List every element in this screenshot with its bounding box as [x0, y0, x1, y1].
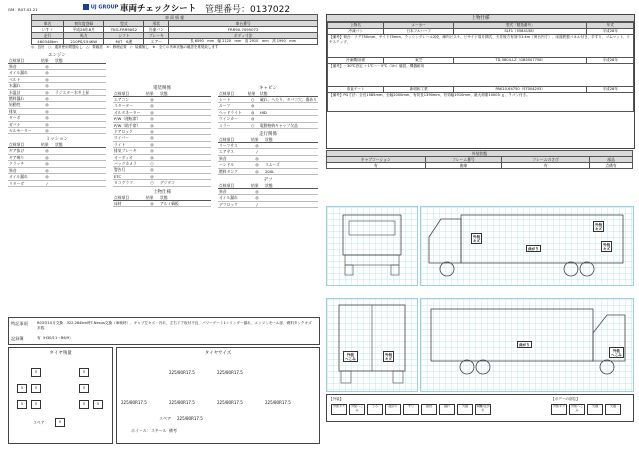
- check-result: ◎: [40, 148, 54, 154]
- vehicle-model-code: TKG-FRR90S2: [104, 27, 144, 33]
- check-result: ◎: [145, 200, 159, 206]
- tire-size-title: タイヤサイズ: [204, 351, 232, 356]
- wheel-type: ホイール：スチール: [131, 428, 167, 433]
- vh-brake: ブレーキ: [144, 33, 169, 39]
- check-item: ギア鳴り: [8, 154, 40, 160]
- legend-item: 外装へこみ: [349, 404, 365, 415]
- check-item: 排気: [8, 108, 40, 114]
- check-result: ◎: [40, 96, 54, 102]
- exterior-title: 外装状態: [327, 151, 633, 157]
- check-note: 電動格納キャップ欠品: [259, 122, 318, 128]
- truck-front-outline: [327, 207, 417, 285]
- check-result: ◎: [40, 70, 54, 76]
- check-item: ウインカー: [218, 116, 247, 122]
- size-rear-2: 225/80R17.5: [169, 400, 195, 405]
- check-note: [264, 201, 318, 207]
- records-label: 記録簿: [11, 336, 24, 341]
- damage-tag-8: [609, 347, 624, 358]
- check-result: ◎: [145, 154, 159, 160]
- check-result: ◎: [40, 161, 54, 167]
- check-item: ライト: [113, 141, 145, 147]
- tire-spare: 5: [55, 418, 65, 427]
- tire-rear-4: 5: [93, 400, 103, 409]
- spec-r1-name: 冷凍バン: [328, 29, 384, 35]
- check-result: ◎: [40, 76, 54, 82]
- legend-item: 曲がり: [385, 404, 401, 415]
- spec-h-name: 上物名: [328, 23, 384, 29]
- tire-rear-1: 5: [17, 400, 27, 409]
- damage-tag-3: [526, 245, 541, 252]
- ext-h-4: 部品: [590, 157, 633, 163]
- check-result: ◎: [250, 195, 264, 201]
- check-item: オイル漏れ: [8, 174, 40, 180]
- vh-mileage: 走行: [32, 33, 64, 39]
- check-item: セルモーター: [8, 128, 40, 134]
- check-result: ◎: [40, 108, 54, 114]
- spec-note-3: [328, 93, 634, 112]
- spec-h-year: 年式: [587, 23, 634, 29]
- vh-chassis: 車台番号: [169, 21, 318, 27]
- check-col-header: 結果: [250, 137, 264, 143]
- legend-item: 外装へこみ: [569, 404, 585, 415]
- check-item: ミラー: [218, 122, 247, 128]
- legend-items-2: [551, 404, 623, 415]
- check-item: オイル漏れ: [218, 195, 250, 201]
- check-result: ◎: [250, 155, 264, 161]
- check-result: ◎: [40, 102, 54, 108]
- vehicle-first-reg: 平成28年8月: [63, 27, 103, 33]
- check-result: ◎: [40, 83, 54, 89]
- electric-table: [113, 91, 211, 187]
- check-item: ギア抜け: [8, 148, 40, 154]
- check-item: ターボ: [8, 115, 40, 121]
- damage-tag-4: [601, 241, 612, 252]
- check-result: ◎: [145, 122, 159, 128]
- legend-title-1: 【外装】: [329, 397, 344, 401]
- check-col-header: 点検項目: [218, 91, 247, 97]
- upper-spec-table: [327, 22, 634, 112]
- spec-h-maker: メーカー: [384, 23, 454, 29]
- damage-2-detail: キズ: [473, 238, 481, 243]
- spec-note-2-text: 【備考】－30℃設定 ＋1℃～－5℃（1h）確認、機器耐用: [328, 64, 634, 87]
- check-col-header: 点検項目: [218, 183, 250, 189]
- sheet-title: 車両チェックシート: [120, 4, 197, 14]
- check-row: [218, 122, 318, 128]
- diagram-legend: [326, 394, 634, 422]
- check-col-header: 結果: [250, 183, 264, 189]
- check-item: スターター: [113, 103, 145, 109]
- cabin-title: キャビン: [259, 86, 277, 91]
- gm-date: GM：R07.01.21: [8, 7, 38, 12]
- ext-v-4: 点備有: [590, 163, 633, 169]
- cabin-table: [218, 91, 318, 129]
- check-note: [54, 128, 106, 134]
- damage-6-type: 外装: [385, 352, 393, 357]
- spare-size-label: スペア: [159, 416, 171, 421]
- spec-note-2: [328, 64, 634, 87]
- damage-tag-1: [593, 221, 604, 232]
- damage-1-detail: キズ: [595, 226, 603, 231]
- check-result: ○: [145, 180, 159, 186]
- check-note: スムーズ: [264, 162, 318, 168]
- brand-logo: [83, 4, 118, 11]
- vehicle-shift: M/T 6速: [104, 39, 144, 45]
- check-result: ◎: [250, 162, 264, 168]
- tire-front-left: 5: [31, 368, 41, 377]
- vehicle-dims: 長 6090 mm 幅 2120 mm 高 2910 mm 高 1990 mm: [169, 39, 318, 45]
- vh-power: 馬力: [63, 33, 103, 39]
- spec-r3-model: PAK10-64750（5T004205）: [454, 87, 587, 93]
- check-result: ◎: [247, 109, 259, 115]
- check-item: 水温計: [8, 89, 40, 95]
- check-result: ◎: [145, 109, 159, 115]
- exterior-values: [327, 163, 633, 169]
- legend-item: うろ: [367, 404, 383, 415]
- check-item: 異音: [218, 155, 250, 161]
- legend-item: 剥離/はがれ: [475, 404, 491, 415]
- check-result: ◎: [40, 128, 54, 134]
- check-note: アルミ縞板: [159, 200, 211, 206]
- condition-legend: ◎：良好 ○：通常使用問題なし △：要確認 ✕：修理必要 /：装備無し ※：全ての実車状態の確認を推奨致します: [31, 45, 219, 49]
- damage-8-detail: へこみ: [611, 352, 622, 357]
- check-column-2: [113, 85, 211, 207]
- check-result: ◎: [145, 97, 159, 103]
- ext-v-2: 曲線: [425, 163, 502, 169]
- check-col-header: 点検項目: [218, 137, 250, 143]
- mission-table: [8, 142, 106, 186]
- spare-note: 備考: [169, 428, 177, 433]
- check-result: ◎: [145, 148, 159, 154]
- ext-h-3: フレームのさび: [502, 157, 590, 163]
- check-note: 200L: [264, 168, 318, 174]
- check-column-1: [8, 52, 106, 187]
- check-item: ルーフ: [218, 103, 247, 109]
- tire-mid-2: 5: [31, 384, 41, 393]
- notes-text: R03年10月交換 322,264km時T-Nexus交換（車検時）、キャブ左キズ・汚れ、左右ドア取付不良、パワーゲート1シリンダー漏れ、エンジンモール部、燃料タンクキズ多数、: [37, 321, 312, 330]
- mgmt-label: 管理番号：: [205, 5, 251, 15]
- check-item: P/W（助手席）: [113, 122, 145, 128]
- check-col-header: 結果: [145, 195, 159, 201]
- vehicle-brake: エアー: [144, 39, 169, 45]
- spec-r2-maker: 東芝: [384, 58, 454, 64]
- damage-2-type: 外装: [473, 234, 481, 239]
- size-front-right: 225/80R17.5: [217, 370, 243, 375]
- damage-4-detail: キズ: [603, 246, 611, 251]
- tire-front-right: 5: [79, 368, 89, 377]
- spec-note-1-text: 【備考】荷台：ソデ750mm、サイド75mm、ラッシングレール2段、庫内ビスケ、ビサイド扉片開式、天井後方有効巾1.4m（荷台内寸）、床面鉄製パネル付き、手すり、ゴムマット、リヤステップ、: [328, 35, 634, 58]
- check-item: ETC: [113, 173, 145, 179]
- damage-5-detail: へこみ: [345, 356, 356, 361]
- ext-h-1: キャブコーション: [327, 157, 426, 163]
- check-item: ヘッドライト: [218, 109, 247, 115]
- check-result: /: [40, 180, 54, 186]
- vehicle-power: 210PS/154KW: [63, 39, 103, 45]
- check-result: ◎: [145, 116, 159, 122]
- damage-3-type: 曲がり: [528, 246, 539, 251]
- electric-title: 電装関係: [153, 86, 171, 91]
- spec-r3-maker: 新明和工業: [384, 87, 454, 93]
- check-result: ○: [247, 122, 259, 128]
- check-row: [8, 128, 106, 134]
- check-result: ○: [145, 161, 159, 167]
- damage-tag-5: [343, 351, 358, 362]
- check-result: ◎: [247, 103, 259, 109]
- legend-items-1: [331, 404, 493, 415]
- check-item: 警告灯: [113, 167, 145, 173]
- legend-item: 欠損: [587, 404, 603, 415]
- spec-r1-model: SLF1（5584158）: [454, 29, 587, 35]
- exterior-table: [326, 150, 633, 169]
- check-item: P/W（運転席）: [113, 116, 145, 122]
- check-item: ガバナ: [8, 121, 40, 127]
- check-item: クラッチ: [8, 161, 40, 167]
- upper-check-table: [113, 195, 211, 207]
- check-item: 異音: [8, 64, 40, 70]
- spec-note-3-text: 【備考】PG寸法：全長1585mm、全幅2000mm、有効長1390mm、有効幅1910mm、最大荷重1000ｋｇ、ラゴン付き。: [328, 93, 634, 112]
- check-item: シート: [218, 97, 247, 103]
- tire-remaining-title: タイヤ残量: [49, 351, 72, 356]
- check-item: 排気ブレーキ: [113, 148, 145, 154]
- notes-label: 特記事項: [11, 321, 28, 326]
- notes-box: [8, 317, 320, 345]
- vh-body-dims: ボディ寸法: [169, 33, 318, 39]
- check-col-header: 点検項目: [113, 195, 145, 201]
- running-title: 走行関係: [259, 132, 277, 138]
- check-result: ◎: [40, 89, 54, 95]
- check-result: ◎: [145, 135, 159, 141]
- check-col-header: 状態: [54, 142, 106, 148]
- check-col-header: 点検項目: [8, 58, 40, 64]
- logo-mark-icon: [83, 4, 89, 10]
- vh-shift: シフト: [104, 33, 144, 39]
- legend-item: 欠損: [605, 404, 621, 415]
- check-item: ワイパー: [113, 135, 145, 141]
- legend-item: 腐食: [421, 404, 437, 415]
- check-row: [218, 168, 318, 174]
- check-item: デフロック: [218, 201, 250, 207]
- check-result: ◎: [250, 143, 264, 149]
- damage-4-type: 外装: [603, 242, 611, 247]
- check-result: ◎: [145, 129, 159, 135]
- check-result: ◎: [247, 116, 259, 122]
- check-col-header: 結果: [40, 142, 54, 148]
- check-item: ハンドル: [218, 162, 250, 168]
- check-item: オーディオ: [113, 154, 145, 160]
- check-col-header: 結果: [247, 91, 259, 97]
- check-item: タコグラフ: [113, 180, 145, 186]
- check-result: ◎: [145, 173, 159, 179]
- diff-title: デフ: [263, 178, 273, 184]
- size-rear-3: 225/80R17.5: [217, 400, 243, 405]
- check-result: ◎: [40, 174, 54, 180]
- check-result: ◎: [40, 115, 54, 121]
- check-col-header: 状態: [159, 195, 211, 201]
- check-item: リーフサス: [218, 143, 250, 149]
- damage-6-detail: キズ: [385, 356, 393, 361]
- spec-r3-year: 平成28年: [587, 87, 634, 93]
- engine-table: [8, 58, 106, 134]
- spec-r1-year: 平成28年: [587, 29, 634, 35]
- check-row: [113, 200, 211, 206]
- check-item: 始動性: [8, 102, 40, 108]
- diagram-rear: [326, 298, 418, 392]
- tire-size-box: [116, 347, 320, 444]
- check-result: ◎: [145, 141, 159, 147]
- check-row: [113, 180, 211, 186]
- check-item: 床材: [113, 200, 145, 206]
- vh-name: 車名: [32, 21, 64, 27]
- check-item: リターダ: [8, 180, 40, 186]
- check-note: [54, 180, 106, 186]
- vehicle-row-2: [32, 39, 318, 45]
- running-table: [218, 137, 318, 175]
- diagram-front: [326, 206, 418, 286]
- check-item: ドアロック: [113, 129, 145, 135]
- check-result: ◎: [250, 189, 264, 195]
- check-col-header: 状態: [54, 58, 106, 64]
- records-text: 有（H30/11～R6/9）: [37, 336, 73, 340]
- size-rear-1: 225/80R17.5: [121, 400, 147, 405]
- check-col-header: 状態: [159, 91, 211, 97]
- vehicle-section-title: 車 両 情 報: [32, 15, 318, 21]
- spare-label: スペア: [33, 420, 45, 425]
- vh-model: 型式: [104, 21, 144, 27]
- damage-5-type: 外装: [346, 352, 354, 357]
- tire-mid-1: 5: [17, 384, 27, 393]
- damage-tag-2: [471, 233, 482, 244]
- spec-r2-model: TD-5804-LZ（GB5507758）: [454, 58, 587, 64]
- spare-size: 225/80R17.5: [177, 416, 203, 421]
- legend-item: 割れ: [439, 404, 455, 415]
- check-item: エアコン: [113, 97, 145, 103]
- check-item: バックカメラ: [113, 161, 145, 167]
- legend-item: 外装キズ: [331, 404, 347, 415]
- check-note: HID: [259, 109, 318, 115]
- mission-title: ミッション: [45, 137, 69, 143]
- check-col-header: 状態: [259, 91, 318, 97]
- spec-r3-name: 垂直ゲート: [328, 87, 384, 93]
- legend-title-2: 【ボデーの部位】: [551, 397, 580, 401]
- check-result: ○: [247, 97, 259, 103]
- legend-item: サビ: [403, 404, 419, 415]
- spec-h-model: 型式「製造番号」: [454, 23, 587, 29]
- check-column-3: [218, 85, 318, 208]
- diff-table: [218, 183, 318, 208]
- truck-rear-outline: [327, 299, 417, 391]
- size-front-left: 225/80R17.5: [169, 370, 195, 375]
- damage-8-type: 外装: [612, 348, 620, 353]
- legend-item: 外装キズ: [551, 404, 567, 415]
- check-note: デジタコ: [159, 180, 211, 186]
- check-col-header: 結果: [40, 58, 54, 64]
- vehicle-mileage: 460348km: [32, 39, 64, 45]
- check-col-header: 点検項目: [8, 142, 40, 148]
- check-result: ◎: [40, 154, 54, 160]
- spec-r2-name: 冷凍機/前面: [328, 58, 384, 64]
- spec-r2-year: 平成28年: [587, 58, 634, 64]
- vh-shape: 形状: [144, 21, 169, 27]
- tire-rear-3: 5: [79, 400, 89, 409]
- check-item: ベルト: [8, 76, 40, 82]
- check-result: ◎: [145, 167, 159, 173]
- check-row: [8, 180, 106, 186]
- vh-reg: 初年度登録: [63, 21, 103, 27]
- upper-spec-title: 上物仕様: [327, 15, 634, 22]
- check-note: 破れ、へたり、タバコ穴、傷あり: [259, 97, 317, 102]
- check-result: ◎: [40, 64, 54, 70]
- vehicle-info-table: [31, 14, 318, 45]
- spec-r1-maker: 日本フルハーフ: [384, 29, 454, 35]
- check-col-header: 状態: [264, 137, 318, 143]
- mgmt-value: 0137022: [250, 5, 291, 15]
- size-rear-4: 225/80R17.5: [265, 400, 291, 405]
- check-item: 異音: [218, 189, 250, 195]
- check-result: ◎: [250, 168, 264, 174]
- check-col-header: 結果: [145, 91, 159, 97]
- check-item: エアサス: [218, 149, 250, 155]
- diagram-side-left: [420, 206, 634, 286]
- check-result: ◎: [145, 103, 159, 109]
- check-item: オルタネーター: [113, 109, 145, 115]
- check-item: 燃料タンク: [218, 168, 250, 174]
- spec-note-1: [328, 35, 634, 58]
- check-item: 異音: [8, 167, 40, 173]
- check-result: /: [250, 201, 264, 207]
- damage-tag-6: [383, 351, 394, 362]
- damage-1-type: 外装: [595, 222, 603, 227]
- tire-remaining-box: [8, 347, 113, 444]
- legend-item: 欠損: [457, 404, 473, 415]
- check-row: [218, 201, 318, 207]
- damage-tag-7: [517, 341, 532, 348]
- check-item: 水漏れ: [8, 83, 40, 89]
- vehicle-maker: いすゞ: [32, 27, 64, 33]
- logo-text: UJ GROUP: [90, 4, 119, 11]
- check-note: ラジエター水多上昇: [54, 89, 106, 95]
- tire-rear-2: 5: [31, 400, 41, 409]
- damage-7-type: 曲がり: [519, 342, 530, 347]
- check-result: ◎: [40, 121, 54, 127]
- check-item: オイル漏れ: [8, 70, 40, 76]
- ext-v-3: 有: [502, 163, 590, 169]
- upper-spec-box: [326, 14, 635, 149]
- check-col-header: 状態: [264, 183, 318, 189]
- check-result: ◎: [40, 167, 54, 173]
- vehicle-shape: 冷凍バン: [144, 27, 169, 33]
- engine-title: エンジン: [48, 53, 66, 58]
- upper-check-title: 上物仕様: [153, 189, 171, 195]
- tire-mid-3: 5: [79, 384, 89, 393]
- diagram-side-right: [420, 298, 634, 392]
- vehicle-chassis-no: FRR90-7095072: [169, 27, 318, 33]
- check-result: /: [250, 149, 264, 155]
- ext-h-2: フレーム番号: [425, 157, 502, 163]
- check-item: 燃料漏れ: [8, 96, 40, 102]
- check-col-header: 点検項目: [113, 91, 145, 97]
- ext-v-1: 有: [327, 163, 426, 169]
